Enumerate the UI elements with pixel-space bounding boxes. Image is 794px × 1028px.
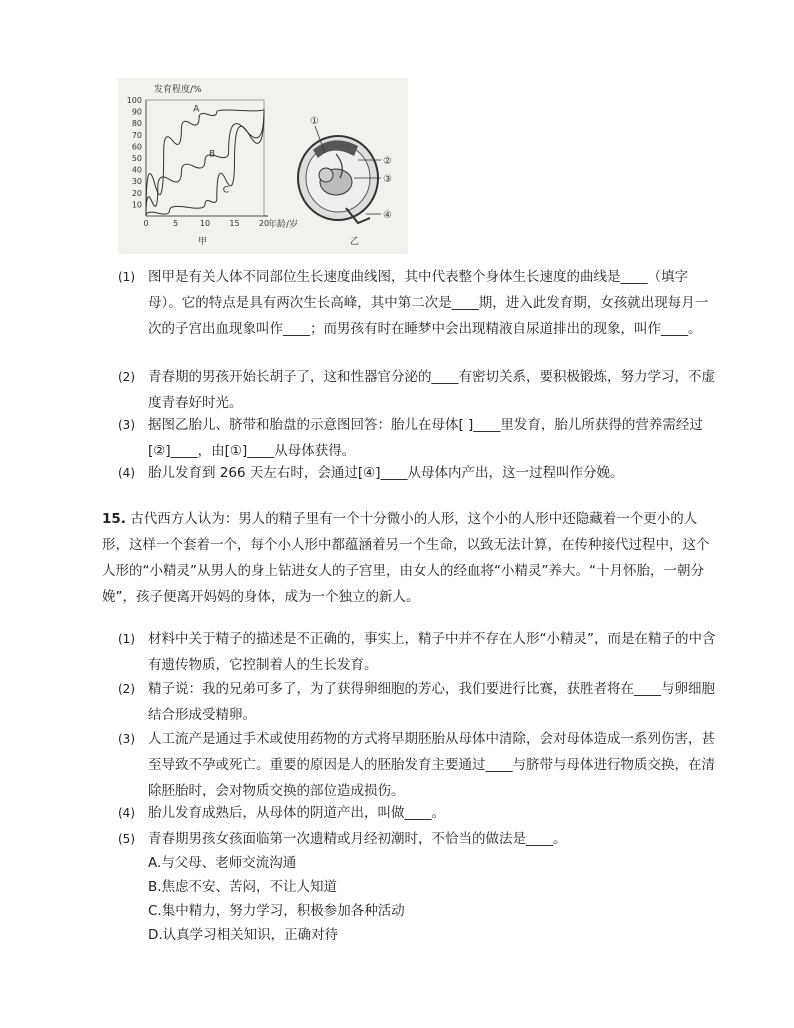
x-tick-label: 15 (229, 219, 240, 228)
q15-item-3-number: (3) (118, 732, 135, 746)
q14-item-4-text: 胎儿发育到 266 天左右时，会通过[④]____从母体内产出，这一过程叫作分娩。 (148, 465, 624, 481)
curve-label-a: A (193, 104, 200, 115)
fetus-label-2: ② (383, 156, 392, 167)
q15-option-a: A.与父母、老师交流沟通 (148, 855, 297, 871)
q15-item-2 (118, 676, 718, 728)
y-tick-label: 40 (131, 165, 142, 175)
caption-left: 甲 (198, 237, 208, 247)
y-ticks (127, 96, 142, 209)
curve-label-c: C (222, 185, 230, 196)
q15-item-2-text: 精子说：我的兄弟可多了，为了获得卵细胞的芳心，我们要进行比赛，获胜者将在____与卵细胞结合形成受精卵。 (148, 681, 715, 723)
q14-item-2-number: (2) (118, 370, 135, 384)
curve-label-b: B (209, 149, 216, 160)
q15-item-3 (118, 726, 718, 804)
q15-item-2-number: (2) (118, 682, 135, 696)
q14-item-2-text: 青春期的男孩开始长胡子了，这和性器官分泌的____有密切关系，要积极锻炼，努力学习，不虚度青春好时光。 (148, 369, 715, 411)
q15-item-3-text: 人工流产是通过手术或使用药物的方式将早期胚胎从母体中清除，会对母体造成一系列伤害，甚至导致不孕或死亡。重要的原因是人的胚胎发育主要通过____与脐带与母体进行物质交换，在清除胚胎时，会对物质交换的部位造成损伤。 (148, 731, 715, 799)
q15-item-4-text: 胎儿发育成熟后，从母体的阴道产出，叫做____。 (148, 805, 445, 821)
growth-and-fetus-figure (118, 78, 408, 254)
q15-item-5-text: 青春期男孩女孩面临第一次遗精或月经初潮时，不恰当的做法是____。 (148, 831, 567, 847)
q15-stem-text: 古代西方人认为：男人的精子里有一个十分微小的人形，这个小的人形中还隐藏着一个更小的人形，这样一个套着一个，每个小人形中都蕴涵着另一个生命，以致无法计算，在传种接代过程中，这个人形的“小精灵”从男人的身上钻进女人的子宫里，由女人的经血将“小精灵”养大。“十月怀胎，一朝分娩”，孩子便离开妈妈的身体，成为一个独立的新人。 (102, 511, 710, 605)
x-axis-label: 年龄/岁 (268, 220, 299, 230)
y-axis-label: 发育程度/% (154, 85, 202, 95)
fetus-label-3: ③ (383, 174, 392, 185)
q14-item-2 (118, 364, 718, 416)
figure-svg (118, 78, 408, 254)
y-tick-label: 30 (131, 177, 142, 187)
q15-item-4-number: (4) (118, 806, 135, 820)
y-tick-label: 70 (131, 130, 142, 140)
y-tick-label: 60 (131, 142, 142, 152)
fetus-label-4: ④ (383, 210, 392, 221)
q15-item-4 (118, 800, 718, 826)
y-tick-label: 10 (131, 200, 142, 210)
q15-item-1-text: 材料中关于精子的描述是不正确的，事实上，精子中并不存在人形“小精灵”，而是在精子的中含有遗传物质，它控制着人的生长发育。 (148, 631, 716, 673)
growth-curves (146, 104, 264, 216)
q15-option-b: B.焦虑不安、苦闷，不让人知道 (148, 879, 338, 895)
y-tick-label: 20 (131, 188, 142, 198)
q15-option-c: C.集中精力，努力学习，积极参加各种活动 (148, 903, 405, 919)
q15-option-d: D.认真学习相关知识，正确对待 (148, 927, 339, 943)
x-tick-label: 0 (143, 219, 149, 228)
q14-item-3-text: 据图乙胎儿、脐带和胎盘的示意图回答：胎儿在母体[ ]____里发育，胎儿所获得的营养需经过[②]____，由[①]____从母体获得。 (148, 417, 703, 459)
q14-item-1 (118, 264, 718, 342)
x-tick-label: 5 (172, 219, 179, 228)
q14-item-3 (118, 412, 718, 464)
fetus-head (319, 168, 333, 182)
q14-item-4 (118, 460, 718, 486)
q14-item-3-number: (3) (118, 418, 135, 432)
q15-item-1 (118, 626, 718, 678)
q14-item-4-number: (4) (118, 466, 135, 480)
q15-number: 15. (102, 511, 126, 527)
x-tick-label: 20 (258, 219, 270, 228)
y-tick-label: 100 (126, 96, 142, 105)
fetus-label-1: ① (310, 116, 319, 127)
q15-item-5 (118, 826, 718, 852)
q15-stem (102, 506, 718, 610)
y-tick-label: 90 (131, 107, 142, 117)
x-ticks (143, 219, 269, 228)
q14-item-1-text: 图甲是有关人体不同部位生长速度曲线图，其中代表整个身体生长速度的曲线是____（填字母）。它的特点是具有两次生长高峰，其中第二次是____期，进入此发育期，女孩就出现每月一次的子宫出血现象叫作____；而男孩有时在睡梦中会出现精液自尿道排出的现象，叫作____。 (148, 269, 709, 337)
q15-item-5-number: (5) (118, 832, 135, 846)
caption-right: 乙 (350, 237, 360, 247)
y-tick-label: 50 (131, 154, 142, 163)
fetus-diagram (298, 116, 392, 247)
x-tick-label: 10 (199, 219, 211, 228)
q15-item-1-number: (1) (118, 632, 135, 646)
y-tick-label: 80 (131, 119, 142, 129)
q14-item-1-number: (1) (118, 270, 135, 284)
